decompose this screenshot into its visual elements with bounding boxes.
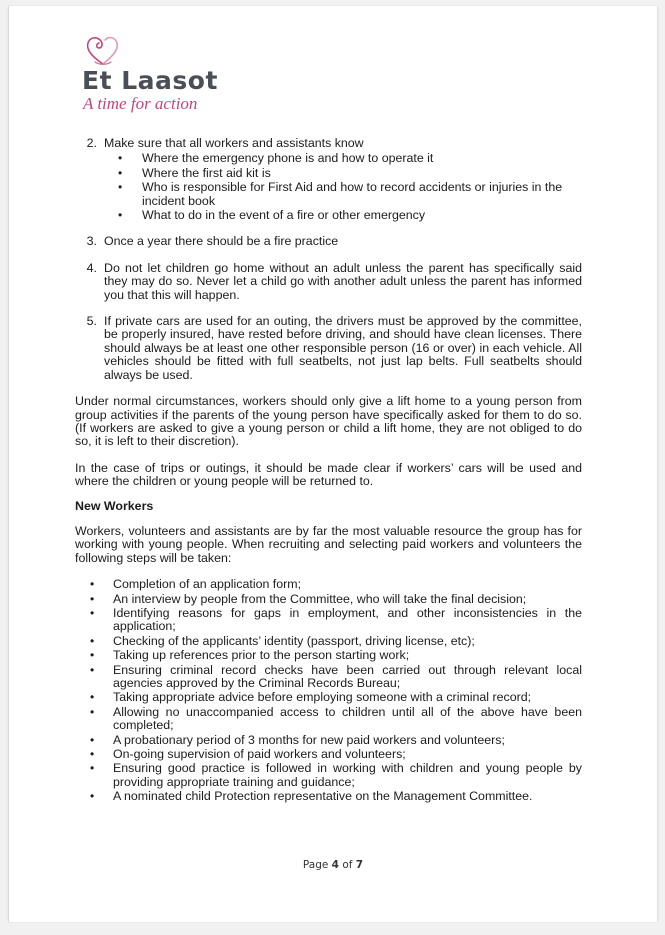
recruitment-step: • On-going supervision of paid workers and volunteers; bbox=[75, 748, 582, 761]
item-number: 2. bbox=[86, 136, 97, 150]
recruitment-step: • A probationary period of 3 months for new paid workers and volunteers; bbox=[75, 734, 582, 747]
numbered-list bbox=[75, 137, 582, 382]
item-text: Do not let children go home without an adult unless the parent has specifically said they may do so. Never let a child go with another adult unless the parent has informed you that this will happen. bbox=[104, 260, 582, 302]
item-text: Make sure that all workers and assistants know bbox=[104, 136, 364, 150]
recruitment-step: • Taking appropriate advice before employing someone with a criminal record; bbox=[75, 691, 582, 704]
item-number: 5. bbox=[86, 314, 97, 329]
recruitment-step: • Ensuring good practice is followed in working with children and young people by providing appropriate training and guidance; bbox=[75, 762, 582, 789]
logo-tagline: A time for action bbox=[83, 94, 198, 113]
trips-paragraph: In the case of trips or outings, it should be made clear if workers’ cars will be used and where the children or young people will be returned to. bbox=[75, 460, 582, 489]
recruitment-step: • Taking up references prior to the person starting work; bbox=[75, 649, 582, 662]
numbered-item bbox=[75, 137, 582, 222]
document-page bbox=[8, 6, 658, 922]
item-text: If private cars are used for an outing, the drivers must be approved by the committee, be properly insured, have rested before driving, and should have clean licenses. There should always be at least one other responsible person (16 or over) in each vehicle. All vehicles should be fitted with full seatbelts, not just lap belts. Full seatbelts should always be used. bbox=[104, 314, 582, 382]
sub-bullet-list bbox=[104, 152, 582, 222]
recruitment-step: • Allowing no unaccompanied access to children until all of the above have been completed; bbox=[75, 706, 582, 733]
numbered-item bbox=[75, 262, 582, 302]
recruitment-step: • Identifying reasons for gaps in employment, and other inconsistencies in the application; bbox=[75, 607, 582, 634]
page-current: 4 bbox=[331, 859, 339, 871]
lift-home-paragraph: Under normal circumstances, workers should only give a lift home to a young person from group activities if the parents of the young person have specifically asked for them to do so. (If workers are asked to give a young person or child a lift home, they are not obliged to do so, it is left to their discretion). bbox=[75, 394, 582, 449]
recruitment-step: • Ensuring criminal record checks have been carried out through relevant local agencies approved by the Criminal Records Bureau; bbox=[75, 664, 582, 691]
sub-bullet-item: • What to do in the event of a fire or other emergency bbox=[104, 209, 582, 222]
logo bbox=[77, 34, 217, 114]
page-total: 7 bbox=[355, 859, 364, 871]
new-workers-intro: Workers, volunteers and assistants are by far the most valuable resource the group has for working with young people. When recruiting and selecting paid workers and volunteers the following steps will be taken: bbox=[75, 523, 582, 565]
page-of: of bbox=[338, 859, 356, 871]
recruitment-step: • A nominated child Protection representative on the Management Committee. bbox=[75, 790, 582, 803]
page-label: Page bbox=[302, 859, 332, 871]
document-body bbox=[75, 137, 582, 805]
section-heading-new-workers: New Workers bbox=[75, 498, 154, 513]
recruitment-steps-list bbox=[75, 578, 582, 804]
logo-name: Et Laasot bbox=[82, 66, 218, 95]
item-number: 3. bbox=[86, 234, 97, 249]
heart-swirl-icon bbox=[83, 34, 123, 68]
item-number: 4. bbox=[86, 260, 97, 275]
numbered-item bbox=[75, 235, 582, 248]
numbered-item bbox=[75, 315, 582, 382]
recruitment-step: • An interview by people from the Committee, who will take the final decision; bbox=[75, 593, 582, 606]
recruitment-step: • Completion of an application form; bbox=[75, 578, 582, 591]
item-text: Once a year there should be a fire practice bbox=[104, 234, 339, 249]
recruitment-step: • Checking of the applicants’ identity (passport, driving license, etc); bbox=[75, 635, 582, 648]
page-number bbox=[9, 859, 657, 871]
sub-bullet-item: • Who is responsible for First Aid and how to record accidents or injuries in the incident book bbox=[104, 181, 582, 208]
sub-bullet-item: • Where the first aid kit is bbox=[104, 167, 582, 180]
sub-bullet-item: • Where the emergency phone is and how to operate it bbox=[104, 152, 582, 165]
